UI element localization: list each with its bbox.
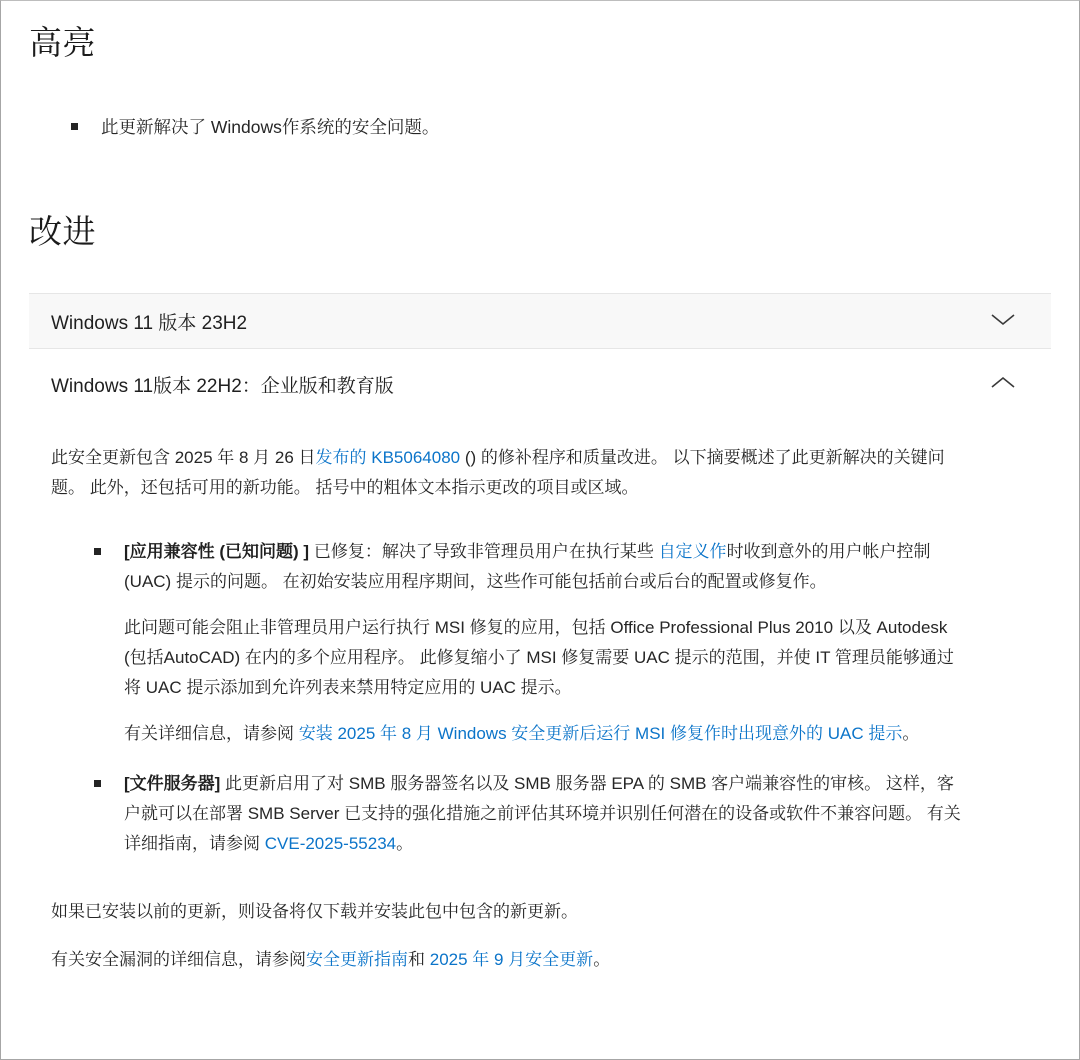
highlight-text: 此更新解决了 Windows作系统的安全问题。 xyxy=(101,117,440,137)
bullet-square-icon xyxy=(94,780,101,787)
security-info-paragraph xyxy=(51,945,965,975)
change-text: 此更新启用了对 SMB 服务器签名以及 SMB 服务器 EPA 的 SMB 客户端兼容性的审核。 这样，客户就可以在部署 SMB Server 已支持的强化措施之前评估其环境并识别任何潜在的设备或软件不兼容问题。 有关详细指南，请参阅 xyxy=(124,774,961,853)
change-text: 时收到意外的用户帐户控制 (UAC) 提示的问题。 在初始安装应用程序期间，这些作可能包括前台或后台的配置或修复作。 xyxy=(124,542,931,591)
bullet-square-icon xyxy=(71,123,78,130)
bullet-square-icon xyxy=(94,548,101,555)
accordion-panel-22h2 xyxy=(29,419,1051,975)
article-content xyxy=(1,17,1079,975)
chevron-up-icon xyxy=(989,374,1017,395)
list-item xyxy=(29,112,1051,142)
list-item-file-server xyxy=(51,769,965,859)
more-info-text: 。 xyxy=(902,724,920,743)
cve-2025-55234-link[interactable]: CVE-2025-55234 xyxy=(264,834,397,853)
change-text: 。 xyxy=(396,834,414,853)
accordion-label: Windows 11 版本 23H2 xyxy=(51,312,248,334)
improvements-heading: 改进 xyxy=(29,213,96,250)
more-info-paragraph xyxy=(124,719,965,749)
more-info-text: 有关详细信息，请参阅 xyxy=(124,724,299,743)
security-info-text: 有关安全漏洞的详细信息，请参阅 xyxy=(51,950,306,969)
intro-text: () 的修补程序和质量改进。 以下摘要概述了此更新解决的关键问题。 此外，还包括可用的新功能。 括号中的粗体文本指示更改的项目或区域。 xyxy=(51,448,945,497)
change-text: 已修复：解决了导致非管理员用户在执行某些 xyxy=(313,542,659,561)
msi-repair-paragraph: 此问题可能会阻止非管理员用户运行执行 MSI 修复的应用，包括 Office Professional Plus 2010 以及 Autodesk (包括AutoCAD) 在内的多个应用程序。 此修复缩小了 MSI 修复需要 UAC 提示的范围，并使 IT 管理员能够通过将 UAC 提示添加到允许列表来禁用特定应用的 UAC 提示。 xyxy=(124,618,954,697)
accordion-header-23h2[interactable] xyxy=(29,293,1051,349)
september-2025-security-updates-link[interactable]: 2025 年 9 月安全更新 xyxy=(429,950,594,969)
highlights-list xyxy=(29,112,1051,142)
list-item-app-compat xyxy=(51,537,965,749)
version-accordion xyxy=(29,293,1051,975)
kb5064080-link[interactable]: 发布的 KB5064080 xyxy=(315,448,461,467)
security-info-text: 。 xyxy=(593,950,611,969)
highlights-heading: 高亮 xyxy=(29,24,96,61)
accordion-header-22h2[interactable] xyxy=(29,349,1051,419)
intro-paragraph xyxy=(51,443,965,503)
security-info-text: 和 xyxy=(408,950,430,969)
accordion-label: Windows 11版本 22H2：企业版和教育版 xyxy=(51,375,394,397)
custom-actions-link[interactable]: 自定义作 xyxy=(658,542,727,561)
uac-prompt-article-link[interactable]: 安装 2025 年 8 月 Windows 安全更新后运行 MSI 修复作时出现意外的 UAC 提示 xyxy=(298,724,903,743)
chevron-down-icon xyxy=(989,311,1017,332)
security-update-guide-link[interactable]: 安全更新指南 xyxy=(306,950,408,969)
change-category-label: [文件服务器] xyxy=(124,774,226,793)
previous-updates-note: 如果已安装以前的更新，则设备将仅下载并安装此包中包含的新更新。 xyxy=(51,902,578,921)
changes-list xyxy=(51,537,965,859)
intro-text: 此安全更新包含 2025 年 8 月 26 日 xyxy=(51,448,316,467)
change-category-label: [应用兼容性 (已知问题) ] xyxy=(124,542,314,561)
